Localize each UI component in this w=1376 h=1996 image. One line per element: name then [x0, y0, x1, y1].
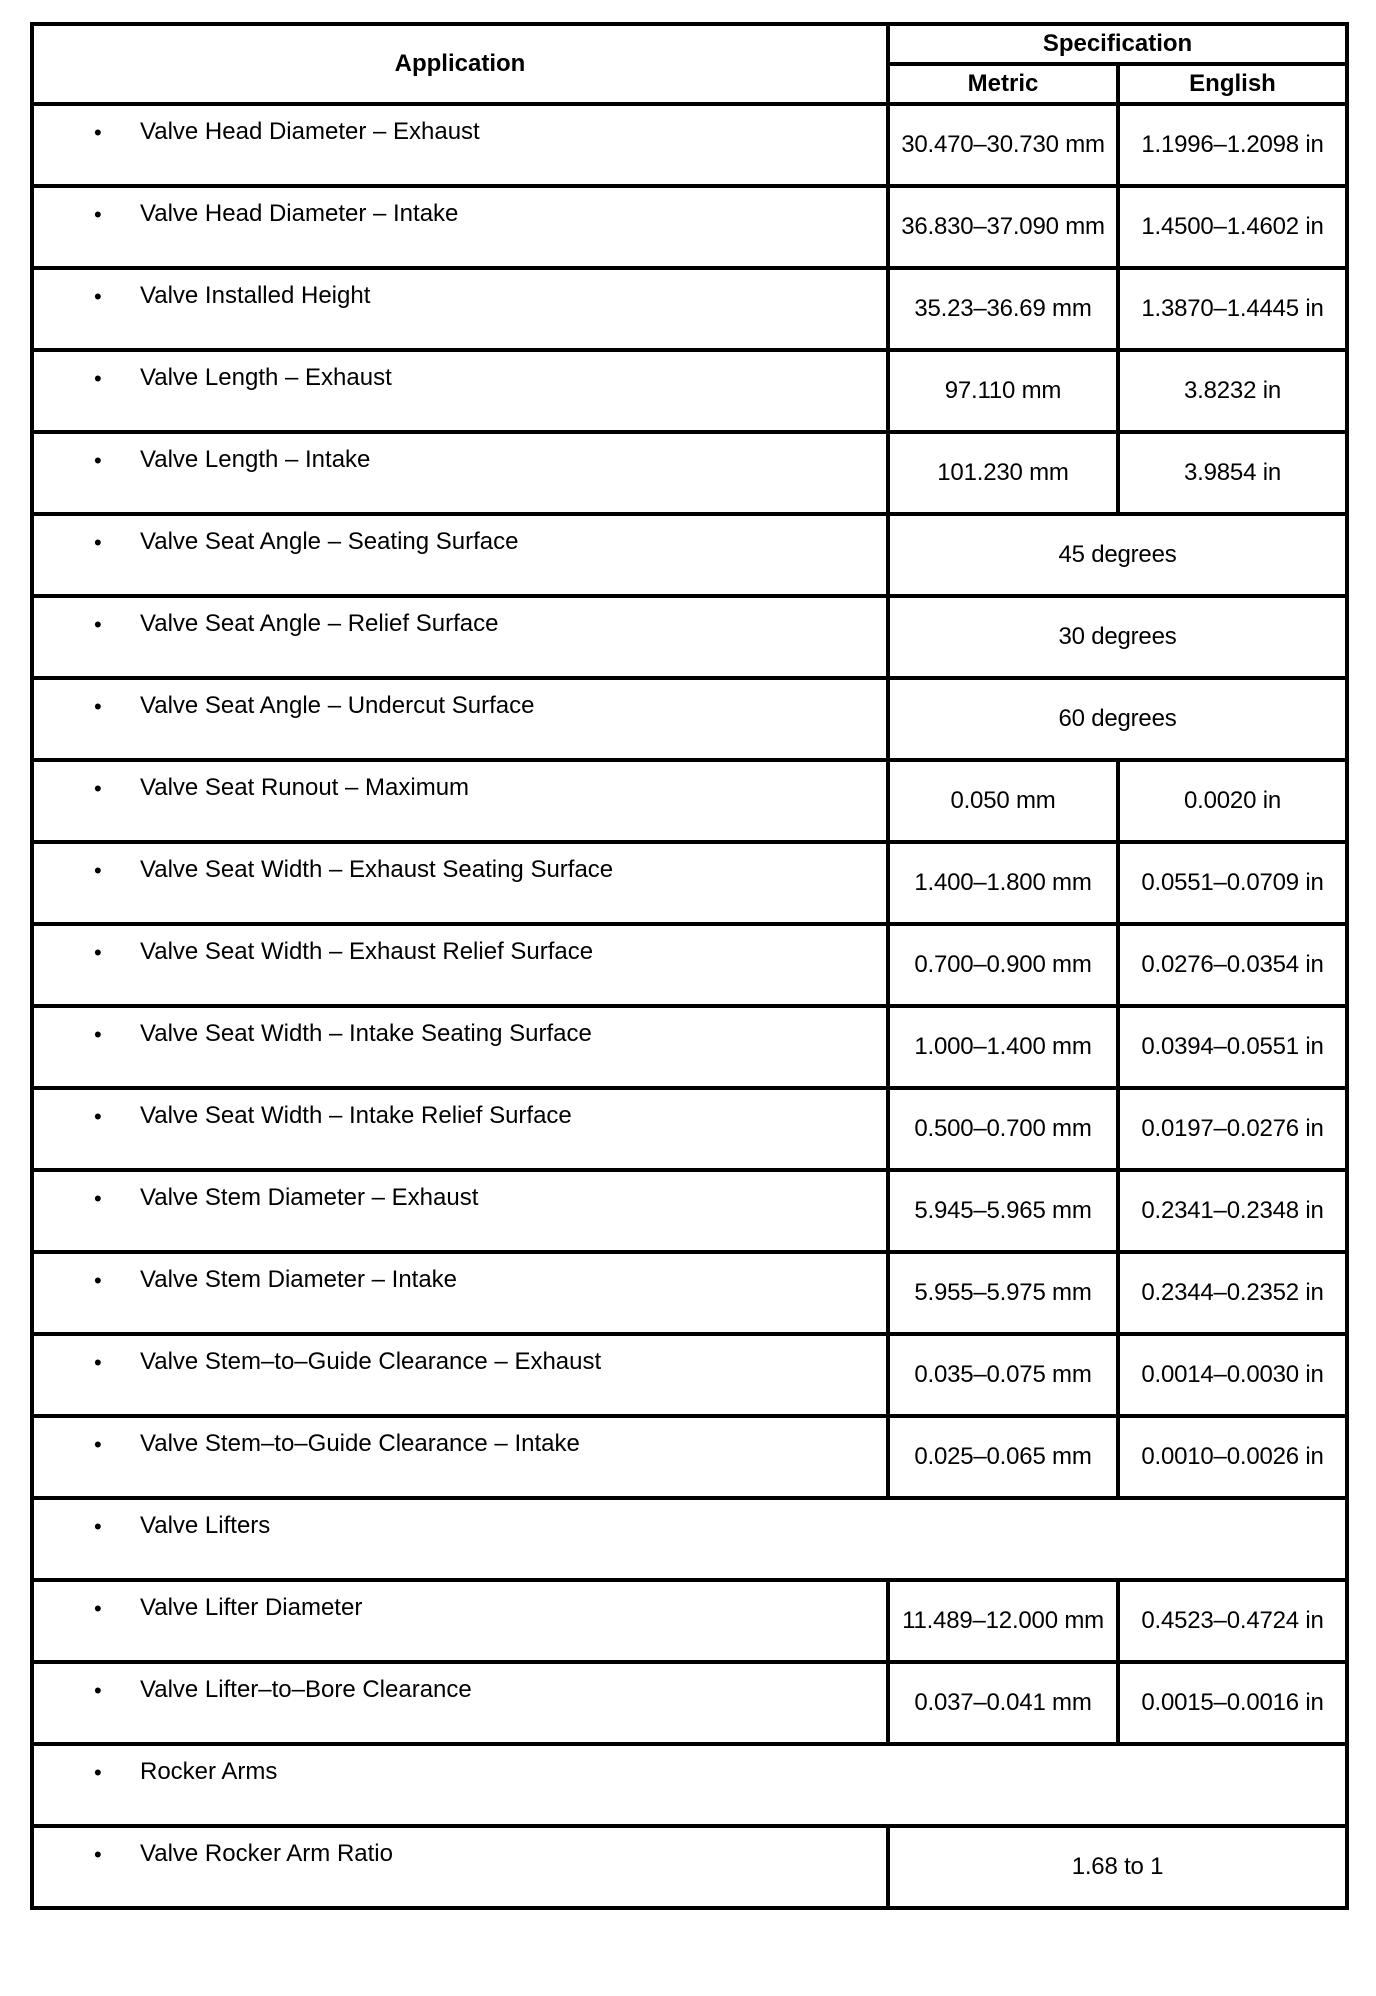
bullet-icon: • — [94, 530, 102, 555]
table-row — [32, 1580, 1347, 1662]
bullet-icon: • — [94, 1596, 102, 1621]
table-row — [32, 1252, 1347, 1334]
table-row — [32, 268, 1347, 350]
bullet-icon: • — [94, 202, 102, 227]
application-label: Valve Seat Width – Intake Seating Surface — [140, 1020, 592, 1047]
application-label: Valve Head Diameter – Intake — [140, 200, 459, 227]
metric-value: 5.955–5.975 mm — [888, 1252, 1118, 1334]
application-cell — [32, 268, 888, 350]
english-value: 0.2344–0.2352 in — [1118, 1252, 1347, 1334]
metric-value: 5.945–5.965 mm — [888, 1170, 1118, 1252]
application-cell — [32, 432, 888, 514]
application-label: Valve Stem Diameter – Exhaust — [140, 1184, 479, 1211]
metric-value: 36.830–37.090 mm — [888, 186, 1118, 268]
table-row — [32, 1334, 1347, 1416]
english-value: 3.8232 in — [1118, 350, 1347, 432]
application-cell — [32, 924, 888, 1006]
header-metric: Metric — [888, 64, 1118, 104]
bullet-icon: • — [94, 1678, 102, 1703]
table-row — [32, 1088, 1347, 1170]
english-value: 0.0276–0.0354 in — [1118, 924, 1347, 1006]
metric-value: 1.000–1.400 mm — [888, 1006, 1118, 1088]
english-value: 0.0197–0.0276 in — [1118, 1088, 1347, 1170]
application-cell — [32, 1498, 1347, 1580]
application-label: Valve Seat Runout – Maximum — [140, 774, 470, 801]
bullet-icon: • — [94, 284, 102, 309]
application-label: Valve Head Diameter – Exhaust — [140, 118, 480, 145]
application-label: Valve Installed Height — [140, 282, 371, 309]
application-label: Valve Seat Angle – Seating Surface — [140, 528, 519, 555]
bullet-icon: • — [94, 448, 102, 473]
table-row — [32, 186, 1347, 268]
metric-value: 35.23–36.69 mm — [888, 268, 1118, 350]
bullet-icon: • — [94, 776, 102, 801]
application-label: Valve Lifters — [140, 1512, 271, 1539]
table-row — [32, 760, 1347, 842]
table-row — [32, 432, 1347, 514]
english-value: 0.0394–0.0551 in — [1118, 1006, 1347, 1088]
application-cell — [32, 678, 888, 760]
header-specification: Specification — [888, 24, 1347, 64]
english-value: 1.1996–1.2098 in — [1118, 104, 1347, 186]
header-row-top — [32, 24, 1347, 64]
application-label: Valve Stem–to–Guide Clearance – Intake — [140, 1430, 580, 1457]
application-label: Valve Length – Exhaust — [140, 364, 392, 391]
english-value: 1.4500–1.4602 in — [1118, 186, 1347, 268]
english-value: 0.2341–0.2348 in — [1118, 1170, 1347, 1252]
table-row — [32, 678, 1347, 760]
bullet-icon: • — [94, 120, 102, 145]
application-cell — [32, 1826, 888, 1908]
application-cell — [32, 104, 888, 186]
table-row — [32, 1416, 1347, 1498]
application-cell — [32, 1744, 1347, 1826]
application-cell — [32, 1334, 888, 1416]
table-row — [32, 1498, 1347, 1580]
metric-value: 30.470–30.730 mm — [888, 104, 1118, 186]
metric-value: 101.230 mm — [888, 432, 1118, 514]
header-application: Application — [32, 24, 888, 104]
table-row — [32, 924, 1347, 1006]
application-label: Valve Seat Angle – Undercut Surface — [140, 692, 535, 719]
metric-value: 97.110 mm — [888, 350, 1118, 432]
bullet-icon: • — [94, 1432, 102, 1457]
application-label: Rocker Arms — [140, 1758, 278, 1785]
metric-value: 1.400–1.800 mm — [888, 842, 1118, 924]
table-row — [32, 596, 1347, 678]
specification-value: 45 degrees — [888, 514, 1347, 596]
english-value: 0.0020 in — [1118, 760, 1347, 842]
application-label: Valve Stem Diameter – Intake — [140, 1266, 458, 1293]
application-cell — [32, 1662, 888, 1744]
application-label: Valve Length – Intake — [140, 446, 371, 473]
bullet-icon: • — [94, 858, 102, 883]
table-row — [32, 104, 1347, 186]
table-row — [32, 1170, 1347, 1252]
table-row — [32, 350, 1347, 432]
specification-value: 1.68 to 1 — [888, 1826, 1347, 1908]
application-cell — [32, 1580, 888, 1662]
metric-value: 0.035–0.075 mm — [888, 1334, 1118, 1416]
application-label: Valve Seat Angle – Relief Surface — [140, 610, 499, 637]
metric-value: 0.037–0.041 mm — [888, 1662, 1118, 1744]
bullet-icon: • — [94, 694, 102, 719]
metric-value: 0.050 mm — [888, 760, 1118, 842]
english-value: 3.9854 in — [1118, 432, 1347, 514]
bullet-icon: • — [94, 612, 102, 637]
table-body — [32, 104, 1347, 1908]
bullet-icon: • — [94, 1186, 102, 1211]
table-row — [32, 1006, 1347, 1088]
table-row — [32, 514, 1347, 596]
metric-value: 0.025–0.065 mm — [888, 1416, 1118, 1498]
bullet-icon: • — [94, 940, 102, 965]
application-cell — [32, 514, 888, 596]
application-cell — [32, 186, 888, 268]
specification-value: 60 degrees — [888, 678, 1347, 760]
english-value: 0.0551–0.0709 in — [1118, 842, 1347, 924]
application-label: Valve Lifter Diameter — [140, 1594, 363, 1621]
specification-value: 30 degrees — [888, 596, 1347, 678]
table-row — [32, 1662, 1347, 1744]
metric-value: 0.500–0.700 mm — [888, 1088, 1118, 1170]
application-label: Valve Seat Width – Intake Relief Surface — [140, 1102, 572, 1129]
application-cell — [32, 1170, 888, 1252]
english-value: 0.0015–0.0016 in — [1118, 1662, 1347, 1744]
table-row — [32, 1826, 1347, 1908]
application-label: Valve Lifter–to–Bore Clearance — [140, 1676, 472, 1703]
english-value: 1.3870–1.4445 in — [1118, 268, 1347, 350]
application-cell — [32, 350, 888, 432]
bullet-icon: • — [94, 1022, 102, 1047]
bullet-icon: • — [94, 1268, 102, 1293]
application-label: Valve Rocker Arm Ratio — [140, 1840, 393, 1867]
application-label: Valve Seat Width – Exhaust Relief Surface — [140, 938, 594, 965]
bullet-icon: • — [94, 1514, 102, 1539]
english-value: 0.4523–0.4724 in — [1118, 1580, 1347, 1662]
application-cell — [32, 1006, 888, 1088]
bullet-icon: • — [94, 1350, 102, 1375]
specification-table — [30, 22, 1349, 1910]
application-cell — [32, 1252, 888, 1334]
application-cell — [32, 1416, 888, 1498]
english-value: 0.0010–0.0026 in — [1118, 1416, 1347, 1498]
metric-value: 0.700–0.900 mm — [888, 924, 1118, 1006]
english-value: 0.0014–0.0030 in — [1118, 1334, 1347, 1416]
application-cell — [32, 760, 888, 842]
application-cell — [32, 842, 888, 924]
application-label: Valve Stem–to–Guide Clearance – Exhaust — [140, 1348, 602, 1375]
application-cell — [32, 596, 888, 678]
bullet-icon: • — [94, 366, 102, 391]
bullet-icon: • — [94, 1104, 102, 1129]
bullet-icon: • — [94, 1842, 102, 1867]
table-row — [32, 842, 1347, 924]
application-label: Valve Seat Width – Exhaust Seating Surface — [140, 856, 614, 883]
table-row — [32, 1744, 1347, 1826]
application-cell — [32, 1088, 888, 1170]
metric-value: 11.489–12.000 mm — [888, 1580, 1118, 1662]
header-english: English — [1118, 64, 1347, 104]
bullet-icon: • — [94, 1760, 102, 1785]
